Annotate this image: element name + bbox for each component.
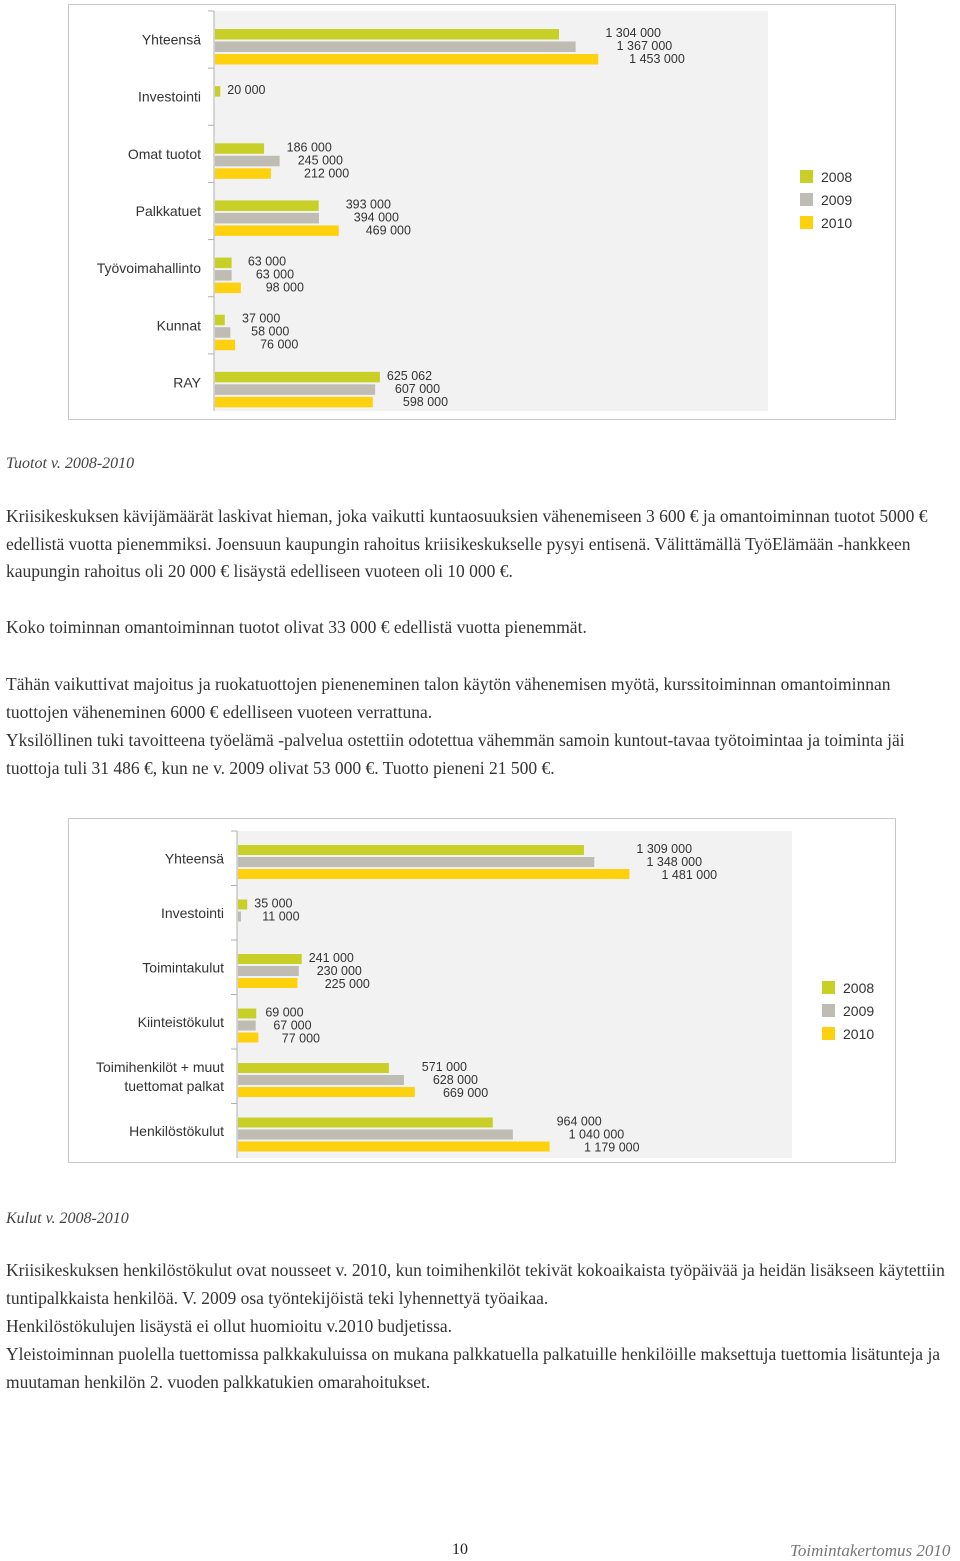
expenses-bar-chart [69, 819, 895, 1162]
bar-2009 [215, 270, 232, 281]
bar-2008 [238, 1063, 389, 1073]
value-label: 63 000 [247, 254, 287, 269]
value-label: 225 000 [324, 977, 370, 991]
bar-2010 [215, 283, 241, 294]
value-label: 669 000 [442, 1086, 489, 1100]
value-label: 394 000 [353, 210, 399, 225]
bar-2008 [238, 954, 302, 964]
expenses-chart-caption: Kulut v. 2008-2010 [6, 1210, 129, 1227]
value-label: 1 367 000 [616, 39, 673, 53]
legend-swatch-2009 [822, 1004, 835, 1017]
legend-swatch-2010 [800, 216, 813, 229]
bar-2009 [238, 1075, 404, 1085]
category-label: Yhteensä [141, 31, 201, 48]
value-label: 598 000 [402, 394, 449, 409]
expenses-chart-frame [68, 818, 896, 1163]
bar-2008 [215, 372, 380, 383]
bar-2009 [238, 912, 241, 922]
income-chart-caption: Tuotot v. 2008-2010 [6, 455, 135, 472]
value-label: 1 348 000 [646, 855, 703, 869]
bar-2009 [215, 384, 375, 395]
paragraph-own-income: Koko toiminnan omantoiminnan tuotot olivat 33 000 € edellistä vuotta pienemmät. [6, 617, 587, 637]
income-bar-chart [69, 5, 895, 419]
bar-2010 [238, 1033, 258, 1043]
bar-2008 [215, 86, 220, 97]
paragraph-wage-subsidy: Yleistoiminnan puolella tuettomissa palkkakuluissa on mukana palkkatuella palkatuille henkilöille maksettuja tuettomia lisätunteja ja muutaman henkilön 2. vuoden palkkatukien omarahoitukset. [6, 1344, 941, 1392]
bar-2010 [215, 397, 373, 408]
bar-2009 [238, 966, 299, 976]
category-label: Investointi [160, 904, 224, 921]
bar-2010 [238, 1087, 415, 1097]
income-chart-frame [68, 4, 896, 420]
bar-2008 [215, 258, 232, 269]
legend-swatch-2009 [800, 193, 813, 206]
value-label: 63 000 [255, 267, 295, 282]
document-title: Toimintakertomus 2010 [790, 1541, 951, 1560]
value-label: 77 000 [281, 1031, 321, 1046]
bar-2008 [238, 1009, 256, 1019]
legend-label-2009: 2009 [843, 1003, 875, 1019]
bar-2009 [215, 213, 319, 224]
value-label: 1 309 000 [636, 842, 693, 856]
value-label: 37 000 [242, 311, 281, 326]
category-label: tuettomat palkat [124, 1077, 224, 1094]
bar-2008 [215, 29, 559, 40]
value-label: 571 000 [421, 1060, 467, 1074]
paragraph-accommodation: Tähän vaikuttivat majoitus ja ruokatuottojen pieneneminen talon käytön vähenemisen myötä, kurssitoiminnan omantoiminnan tuottojen väheneminen 6000 € edelliseen vuoteen verrattuna. [6, 674, 891, 722]
bar-2010 [238, 978, 297, 988]
bar-2008 [215, 315, 225, 326]
value-label: 1 481 000 [661, 868, 718, 882]
category-label: Toimintakulut [142, 959, 224, 976]
bar-2010 [215, 54, 598, 65]
value-label: 69 000 [265, 1005, 304, 1020]
paragraph-staff-costs: Kriisikeskuksen henkilöstökulut ovat nousseet v. 2010, kun toimihenkilöt tekivät kokoaikaista työpäivää ja heidän lisäkseen käytettiin tuntipalkkaista henkilöä. V. 2009 osa työntekijöistä teki lyhennettyä työaikaa. [6, 1260, 945, 1308]
value-label: 607 000 [394, 381, 441, 396]
legend-swatch-2010 [822, 1027, 835, 1040]
bar-2009 [238, 1130, 513, 1140]
legend-swatch-2008 [822, 981, 835, 994]
category-label: Omat tuotot [127, 145, 201, 162]
value-label: 58 000 [251, 324, 290, 339]
bar-2009 [215, 156, 280, 167]
bar-2010 [215, 168, 271, 179]
value-label: 35 000 [254, 896, 293, 911]
value-label: 628 000 [432, 1073, 479, 1087]
legend-label-2010: 2010 [821, 215, 853, 231]
value-label: 964 000 [556, 1114, 602, 1129]
category-label: Kunnat [156, 317, 201, 334]
value-label: 245 000 [297, 153, 343, 168]
bar-2008 [238, 1118, 493, 1128]
bar-2010 [215, 340, 235, 351]
category-label: Henkilöstökulut [129, 1122, 224, 1139]
bar-2009 [215, 327, 230, 338]
legend-label-2008: 2008 [821, 169, 853, 185]
value-label: 98 000 [265, 280, 304, 295]
paragraph-individual-support: Yksilöllinen tuki tavoitteena työelämä -palvelua ostettiin odotettua vähemmän samoin kuntout-tavaa työtoimintaa ja toiminta jäi tuottoja tuli 31 486 €, kun ne v. 2009 olivat 53 000 €. Tuotto pieneni 21 500 €. [6, 730, 905, 778]
bar-2008 [215, 143, 264, 154]
category-label: Investointi [137, 88, 201, 105]
category-label: Yhteensä [164, 850, 224, 867]
value-label: 76 000 [260, 337, 299, 352]
bar-2009 [238, 857, 594, 867]
bar-2009 [238, 1021, 256, 1031]
value-label: 186 000 [286, 140, 332, 155]
category-label: Toimihenkilöt + muut [95, 1058, 224, 1075]
value-label: 67 000 [273, 1018, 312, 1033]
value-label: 1 453 000 [629, 52, 685, 66]
category-label: Palkkatuet [135, 203, 201, 219]
bar-2008 [215, 200, 319, 211]
value-label: 393 000 [345, 197, 391, 212]
value-label: 625 062 [386, 368, 433, 383]
category-label: Työvoimahallinto [96, 260, 201, 277]
paragraph-visitors: Kriisikeskuksen kävijämäärät laskivat hieman, joka vaikutti kuntaosuuksien vähenemiseen 3 600 € ja omantoiminnan tuotot 5000 € edellistä vuotta pienemmiksi. Joensuun kaupungin rahoitus kriisikeskukselle pysyi entisenä. Välittämällä TyöElämään -hankkeen kaupungin rahoitus oli 20 000 € lisäystä edelliseen vuoteen oli 10 000 €. [6, 506, 928, 582]
category-label: Kiinteistökulut [137, 1013, 224, 1030]
bar-2008 [238, 845, 584, 855]
bar-2010 [238, 1142, 550, 1152]
bar-2009 [215, 42, 576, 53]
category-label: RAY [173, 374, 201, 391]
value-label: 241 000 [308, 951, 354, 965]
value-label: 212 000 [304, 166, 350, 181]
value-label: 1 304 000 [605, 26, 661, 40]
legend-label-2010: 2010 [843, 1026, 875, 1042]
paragraph-budget: Henkilöstökulujen lisäystä ei ollut huomioitu v.2010 budjetissa. [6, 1316, 453, 1336]
value-label: 230 000 [316, 964, 362, 978]
bar-2010 [238, 869, 629, 879]
value-label: 20 000 [227, 83, 266, 98]
value-label: 11 000 [262, 909, 300, 924]
page-number: 10 [452, 1541, 468, 1558]
value-label: 469 000 [365, 223, 411, 238]
value-label: 1 179 000 [583, 1140, 640, 1155]
bar-2010 [215, 225, 339, 236]
legend-swatch-2008 [800, 170, 813, 183]
legend-label-2008: 2008 [843, 980, 875, 996]
value-label: 1 040 000 [568, 1127, 625, 1142]
legend-label-2009: 2009 [821, 192, 853, 208]
bar-2008 [238, 900, 247, 910]
